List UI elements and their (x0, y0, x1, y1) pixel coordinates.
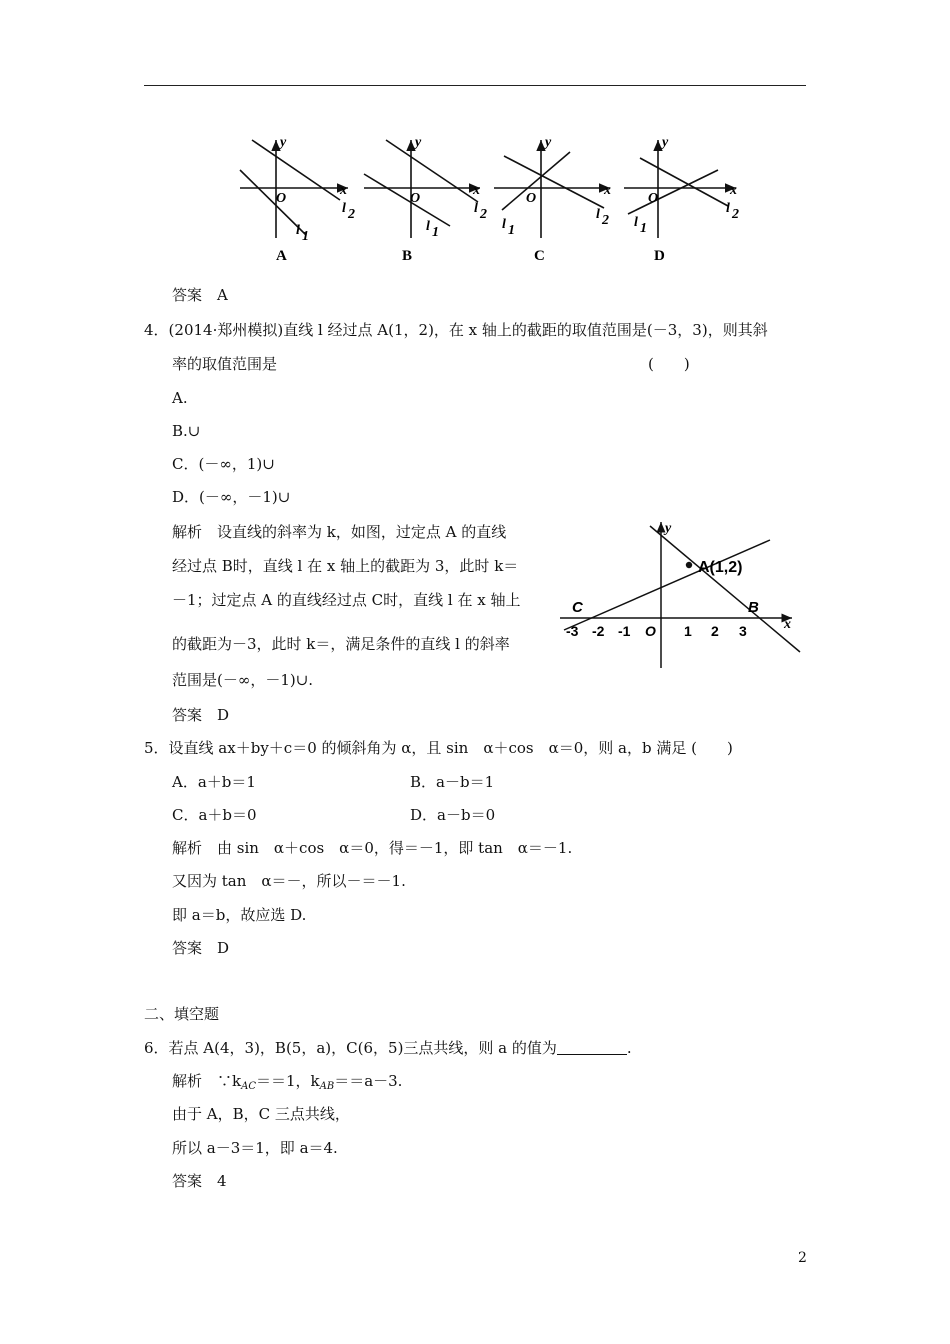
q4-option-d: D．(－∞，－1)∪ (172, 488, 291, 506)
q4-solution-line2: 经过点 B时，直线 l 在 x 轴上的截距为 3，此时 k＝ (172, 557, 519, 575)
q4-paren: ( ) (648, 355, 690, 373)
svg-text:O: O (526, 191, 537, 206)
svg-text:l: l (342, 201, 346, 216)
q5-solution-line3: 即 a＝b，故应选 D. (172, 906, 307, 924)
svg-text:O: O (645, 623, 656, 639)
q5-stem: 5．设直线 ax＋by＋c＝0 的倾斜角为 α，且 sin α＋cos α＝0，则 a，b 满足 ( ) (144, 739, 733, 757)
q5-option-b: B．a－b＝1 (410, 773, 495, 791)
svg-text:l: l (502, 217, 506, 232)
svg-text:y: y (662, 135, 669, 150)
svg-text:2: 2 (348, 207, 355, 222)
q4-answer: 答案 D (172, 706, 230, 724)
q4-solution-line1: 解析 设直线的斜率为 k，如图，过定点 A 的直线 (172, 523, 507, 541)
svg-text:l: l (596, 207, 600, 222)
svg-text:2: 2 (480, 207, 487, 222)
svg-text:2: 2 (711, 623, 719, 639)
svg-text:O: O (276, 191, 287, 206)
svg-text:1: 1 (432, 225, 439, 240)
svg-text:l: l (426, 219, 430, 234)
svg-text:2: 2 (732, 207, 739, 222)
q5-option-a: A．a＋b＝1 (172, 773, 256, 791)
q4-option-a: A. (172, 389, 188, 407)
caption-d: D (654, 248, 665, 264)
svg-text:-2: -2 (592, 623, 605, 639)
svg-text:O: O (410, 191, 421, 206)
svg-text:l: l (474, 201, 478, 216)
svg-text:y: y (545, 135, 552, 150)
svg-text:x: x (340, 183, 347, 198)
svg-text:y: y (415, 135, 422, 150)
q4-solution-line3: －1；过定点 A 的直线经过点 C时，直线 l 在 x 轴上 (172, 591, 521, 609)
point-c-label: C (572, 599, 583, 616)
q4-solution-line4: 的截距为－3，此时 k＝，满足条件的直线 l 的斜率 (172, 635, 510, 653)
svg-text:l: l (296, 223, 300, 238)
header-rule (144, 85, 806, 86)
svg-text:x: x (473, 183, 480, 198)
q4-solution-line5: 范围是(－∞，－1)∪. (172, 671, 314, 689)
q5-option-c: C．a＋b＝0 (172, 806, 257, 824)
svg-text:3: 3 (739, 623, 747, 639)
q6-solution-line2: 由于 A，B，C 三点共线， (172, 1105, 350, 1123)
svg-text:y: y (280, 135, 287, 150)
svg-text:x: x (604, 183, 611, 198)
q5-option-d: D．a－b＝0 (410, 806, 496, 824)
q6-solution-line3: 所以 a－3＝1，即 a＝4. (172, 1139, 338, 1157)
figure-a (240, 140, 348, 238)
svg-text:-1: -1 (618, 623, 631, 639)
svg-text:2: 2 (602, 213, 609, 228)
svg-text:1: 1 (302, 229, 309, 244)
svg-text:y: y (665, 521, 672, 536)
svg-text:l: l (726, 201, 730, 216)
q6-stem: 6．若点 A(4，3)，B(5，a)，C(6，5)三点共线，则 a 的值为 . (144, 1039, 632, 1057)
q4-stem-line2: 率的取值范围是 (172, 355, 278, 373)
svg-text:1: 1 (508, 223, 515, 238)
four-line-figures (230, 130, 750, 270)
point-b-label: B (748, 599, 759, 616)
svg-text:1: 1 (640, 221, 647, 236)
q4-graph (556, 518, 806, 673)
caption-c: C (534, 248, 545, 264)
svg-text:O: O (648, 191, 659, 206)
q4-stem-line1: 4．(2014·郑州模拟)直线 l 经过点 A(1，2)，在 x 轴上的截距的取值范围是(－3，3)，则其斜 (144, 321, 768, 339)
q6-solution-line1: 解析 $\because k_{AC}==1$，$k_{AB}==a-3$. (172, 1072, 403, 1092)
caption-b: B (402, 248, 413, 264)
section-title: 二、填空题 (144, 1005, 220, 1023)
q5-solution-line2: 又因为 tan α＝－，所以－＝－1. (172, 872, 406, 890)
q4-option-b: B.∪ (172, 422, 201, 440)
answer-blank (557, 1040, 627, 1055)
q5-solution-line1: 解析 由 sin α＋cos α＝0，得＝－1，即 tan α＝－1. (172, 839, 573, 857)
svg-text:l: l (634, 215, 638, 230)
point-a-label: A(1,2) (698, 559, 743, 576)
q4-option-c: C．(－∞，1)∪ (172, 455, 275, 473)
svg-text:-3: -3 (566, 623, 579, 639)
figure-b (364, 140, 480, 238)
caption-a: A (276, 248, 287, 264)
svg-text:x: x (730, 183, 737, 198)
q3-answer: 答案 A (172, 286, 228, 304)
svg-text:1: 1 (684, 623, 692, 639)
q5-answer: 答案 D (172, 939, 230, 957)
page-number: 2 (798, 1250, 807, 1266)
q6-answer: 答案 4 (172, 1172, 227, 1190)
svg-text:x: x (784, 617, 791, 632)
